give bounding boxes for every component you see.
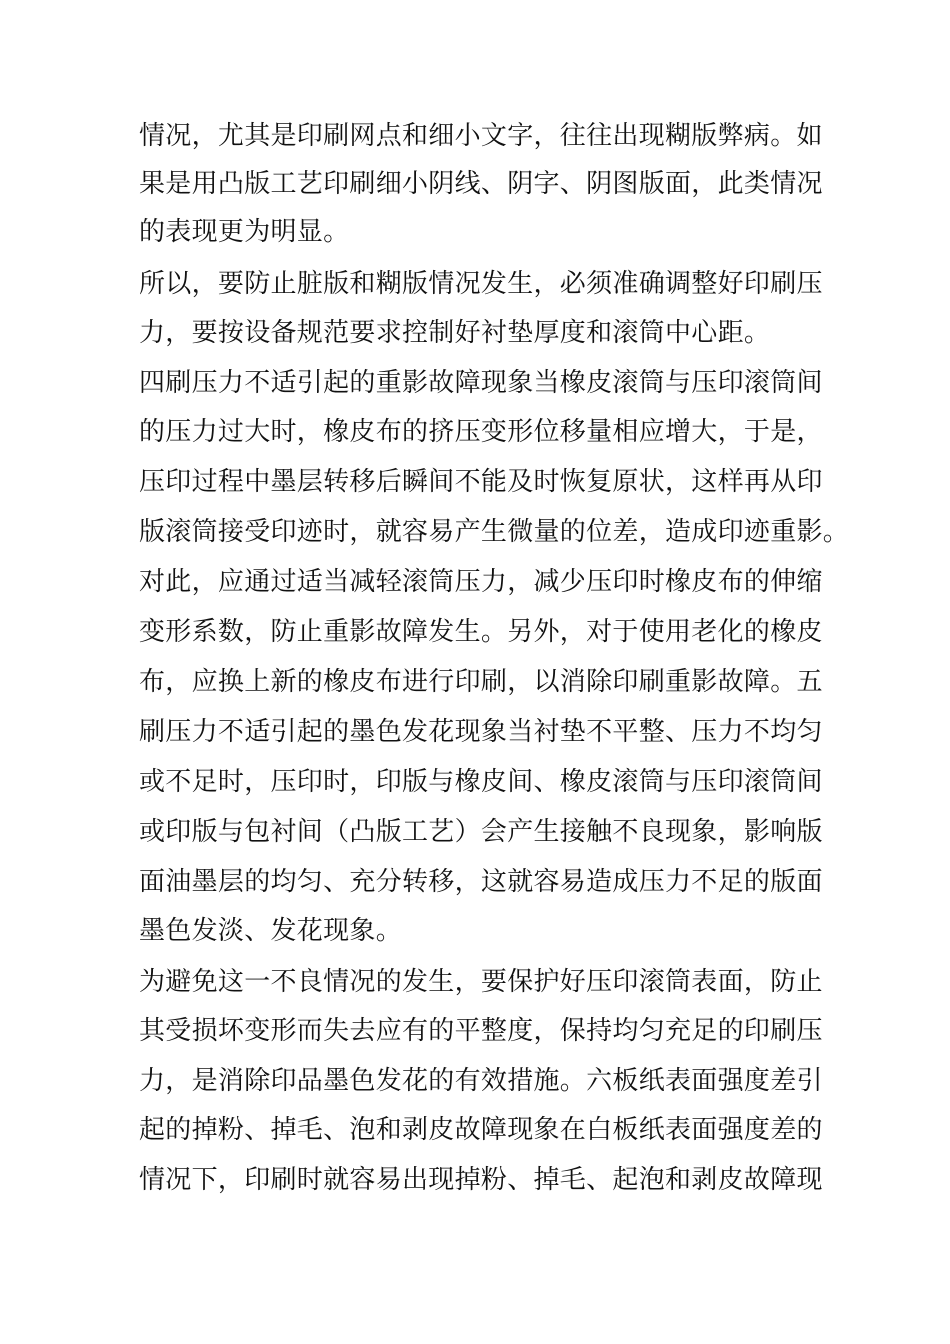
text-line: 力，要按设备规范要求控制好衬垫厚度和滚筒中心距。 [139, 318, 771, 348]
text-line: 的表现更为明显。 [139, 217, 350, 247]
text-line: 果是用凸版工艺印刷细小阴线、阴字、阴图版面，此类情况 [139, 169, 823, 199]
text-line: 的压力过大时，橡皮布的挤压变形位移量相应增大，于是， [139, 417, 823, 447]
text-line: 所以，要防止脏版和糊版情况发生，必须准确调整好印刷压 [139, 269, 823, 299]
text-line: 其受损坏变形而失去应有的平整度，保持均匀充足的印刷压 [139, 1016, 823, 1046]
text-line: 布，应换上新的橡皮布进行印刷，以消除印刷重影故障。五 [139, 667, 823, 697]
text-line: 情况，尤其是印刷网点和细小文字，往往出现糊版弊病。如 [139, 121, 823, 151]
text-line: 起的掉粉、掉毛、泡和剥皮故障现象在白板纸表面强度差的 [139, 1115, 823, 1145]
text-line: 墨色发淡、发花现象。 [139, 916, 403, 946]
text-line: 四刷压力不适引起的重影故障现象当橡皮滚筒与压印滚筒间 [139, 368, 823, 398]
text-line: 压印过程中墨层转移后瞬间不能及时恢复原状，这样再从印 [139, 467, 823, 497]
text-line: 刷压力不适引起的墨色发花现象当衬垫不平整、压力不均匀 [139, 717, 823, 747]
text-line: 变形系数，防止重影故障发生。另外，对于使用老化的橡皮 [139, 617, 823, 647]
text-line: 对此，应通过适当减轻滚筒压力，减少压印时橡皮布的伸缩 [139, 567, 823, 597]
text-line: 为避免这一不良情况的发生，要保护好压印滚筒表面，防止 [139, 967, 823, 997]
text-line: 版滚筒接受印迹时，就容易产生微量的位差，造成印迹重影。 [139, 517, 850, 547]
text-line: 或印版与包衬间（凸版工艺）会产生接触不良现象，影响版 [139, 817, 823, 847]
text-line: 力，是消除印品墨色发花的有效措施。六板纸表面强度差引 [139, 1066, 823, 1096]
text-line: 面油墨层的均匀、充分转移，这就容易造成压力不足的版面 [139, 867, 823, 897]
text-line: 情况下，印刷时就容易出现掉粉、掉毛、起泡和剥皮故障现 [139, 1165, 823, 1195]
text-line: 或不足时，压印时，印版与橡皮间、橡皮滚筒与压印滚筒间 [139, 767, 823, 797]
